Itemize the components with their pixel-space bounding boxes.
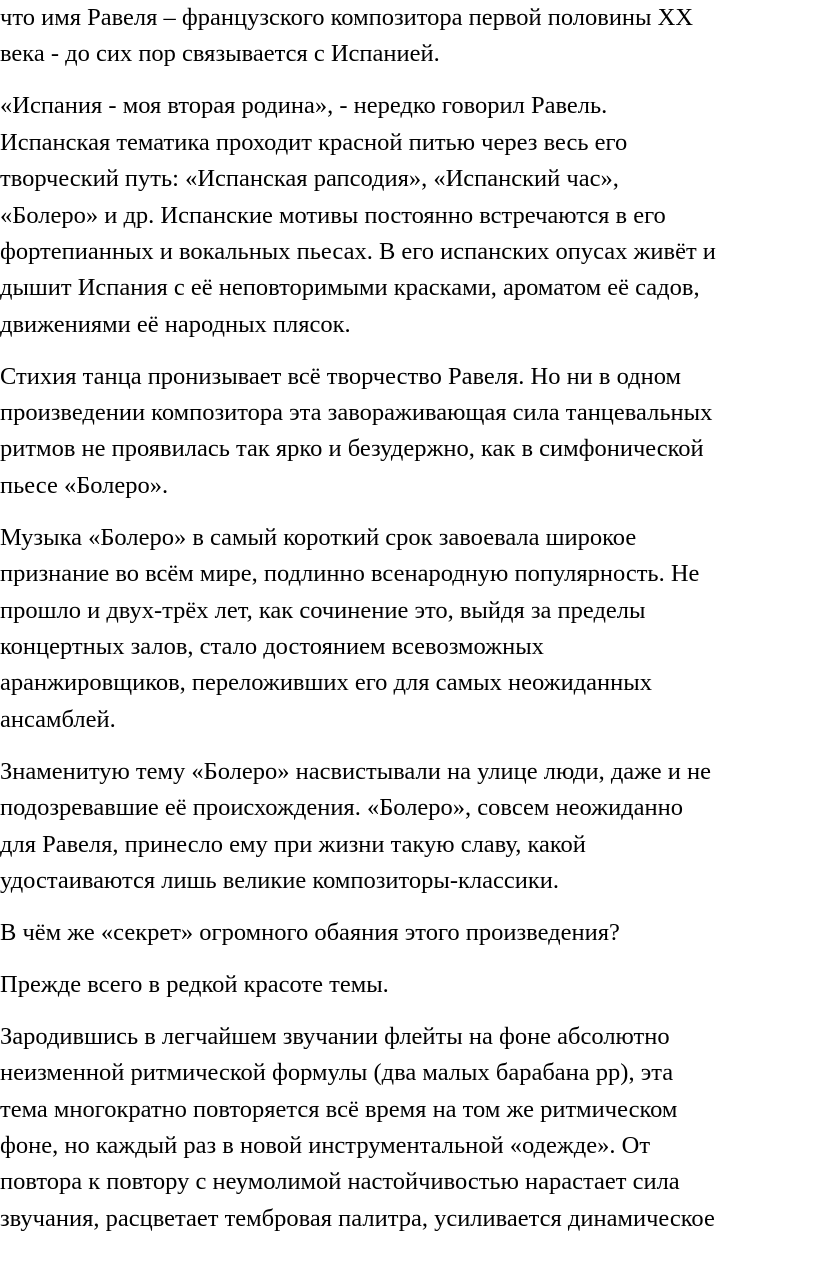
text-line: фортепианных и вокальных пьесах. В его испанских опусах живёт и <box>0 237 716 265</box>
text-line: Испанская тематика проходит красной питью через весь его <box>0 128 628 156</box>
text-line: удостаиваются лишь великие композиторы-классики. <box>0 866 560 894</box>
text-line: Прежде всего в редкой красоте темы. <box>0 970 389 998</box>
paragraph <box>0 0 816 73</box>
text-line: «Испания - моя вторая родина», - нередко говорил Равель. <box>0 92 608 120</box>
paragraph-gap <box>0 504 816 520</box>
paragraph-gap <box>0 343 816 359</box>
paragraph <box>0 915 816 951</box>
text-line: дышит Испания с её неповторимыми красками, ароматом её садов, <box>0 274 700 302</box>
text-line: Музыка «Болеро» в самый короткий срок завоевала широкое <box>0 523 637 551</box>
text-line: ритмов не проявилась так ярко и безудержно, как в симфонической <box>0 435 704 463</box>
text-line: аранжировщиков, переложивших его для самых неожиданных <box>0 669 652 697</box>
text-line: концертных залов, стало достоянием всевозможных <box>0 633 544 661</box>
text-line: повтора к повтору с неумолимой настойчивостью нарастает сила <box>0 1168 680 1196</box>
text-line: признание во всём мире, подлинно всенародную популярность. Не <box>0 560 700 588</box>
paragraph <box>0 967 816 1003</box>
paragraph-gap <box>0 738 816 754</box>
text-line: произведении композитора эта завораживающая сила танцевальных <box>0 399 713 427</box>
text-line: фоне, но каждый раз в новой инструментальной «одежде». От <box>0 1132 651 1160</box>
paragraph <box>0 520 816 738</box>
text-line: В чём же «секрет» огромного обаяния этого произведения? <box>0 918 620 946</box>
text-line: Зародившись в легчайшем звучании флейты на фоне абсолютно <box>0 1022 670 1050</box>
text-line: неизменной ритмической формулы (два малых барабана pp), эта <box>0 1059 674 1087</box>
text-line: творческий путь: «Испанская рапсодия», «Испанский час», <box>0 165 619 193</box>
paragraph <box>0 88 816 343</box>
text-line: движениями её народных плясок. <box>0 310 351 338</box>
paragraph <box>0 359 816 505</box>
text-line: для Равеля, принесло ему при жизни такую славу, какой <box>0 830 586 858</box>
text-line: подозревавшие её происхождения. «Болеро», совсем неожиданно <box>0 794 683 822</box>
paragraph-gap <box>0 951 816 967</box>
text-line: «Болеро» и др. Испанские мотивы постоянно встречаются в его <box>0 201 666 229</box>
paragraph-gap <box>0 899 816 915</box>
paragraph <box>0 1019 816 1237</box>
text-line: прошло и двух-трёх лет, как сочинение это, выйдя за пределы <box>0 596 646 624</box>
text-line: Стихия танца пронизывает всё творчество Равеля. Но ни в одном <box>0 362 682 390</box>
paragraph-gap <box>0 73 816 89</box>
text-line: Знаменитую тему «Болеро» насвистывали на улице люди, даже и не <box>0 757 711 785</box>
text-line: что имя Равеля – французского композитора первой половины XX <box>0 4 694 31</box>
paragraph <box>0 754 816 900</box>
paragraph-gap <box>0 1003 816 1019</box>
text-line: ансамблей. <box>0 705 116 733</box>
text-line: звучания, расцветает тембровая палитра, усиливается динамическое <box>0 1204 715 1232</box>
text-line: тема многократно повторяется всё время на том же ритмическом <box>0 1095 678 1123</box>
text-line: века - до сих пор связывается с Испанией. <box>0 40 440 68</box>
text-line: пьесе «Болеро». <box>0 471 169 499</box>
